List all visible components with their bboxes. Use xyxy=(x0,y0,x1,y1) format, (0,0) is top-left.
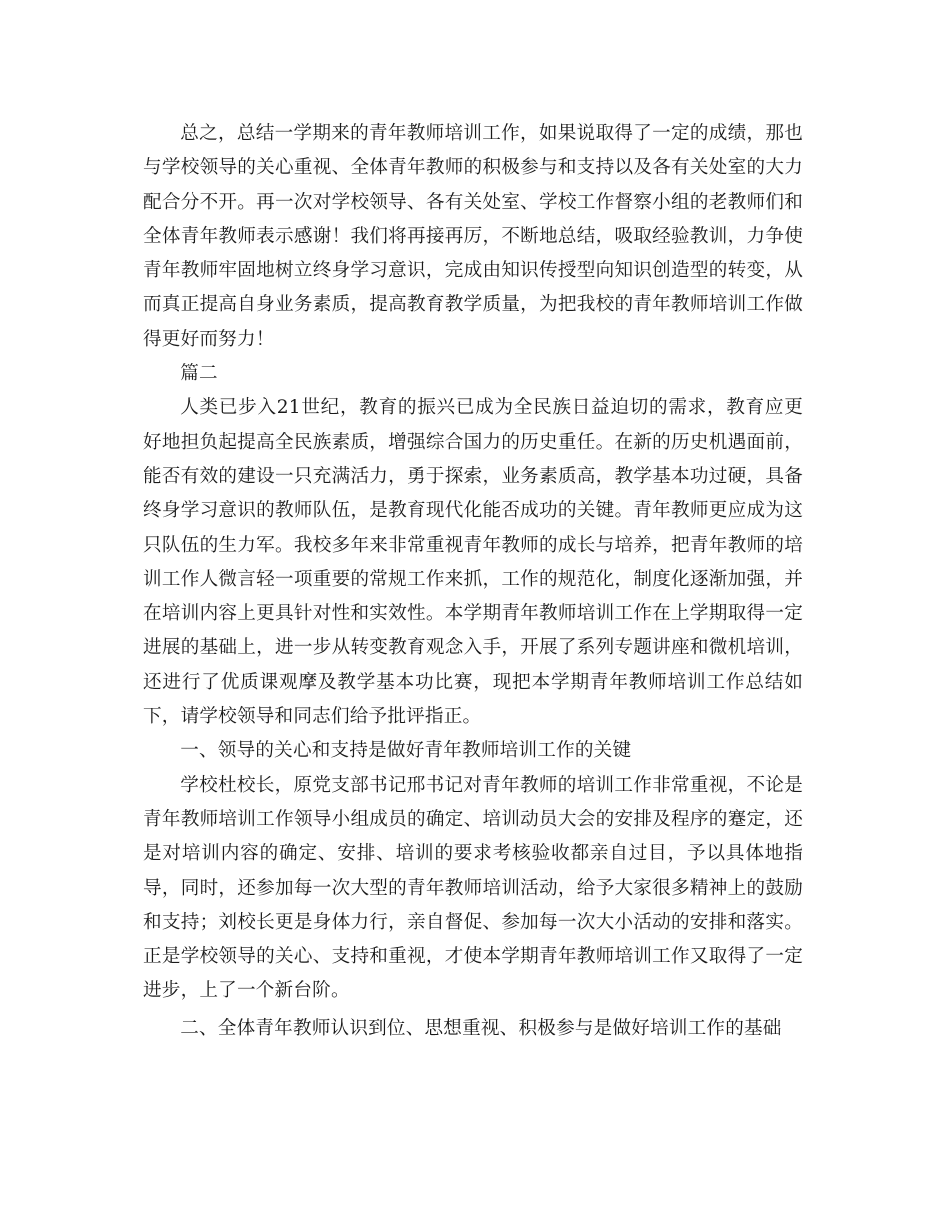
section-heading-part-two: 篇二 xyxy=(180,363,218,385)
paragraph-intro: 人类已步入21世纪，教育的振兴已成为全民族日益迫切的需求，教育应更好地担负起提高全民族素质，增强综合国力的历史重任。在新的历史机遇面前，能否有效的建设一只充满活力，勇于探索，业务素质高，教学基本功过硬，具备终身学习意识的教师队伍，是教育现代化能否成功的关键。青年教师更应成为这只队伍的生力军。我校多年来非常重视青年教师的成长与培养，把青年教师的培训工作人微言轻一项重要的常规工作来抓，工作的规范化，制度化逐渐加强，并在培训内容上更具针对性和实效性。本学期青年教师培训工作在上学期取得一定进展的基础上，进一步从转变教育观念入手，开展了系列专题讲座和微机培训，还进行了优质课观摩及教学基本功比赛，现把本学期青年教师培训工作总结如下，请学校领导和同志们给予批评指正。 xyxy=(143,397,803,728)
section-heading-two: 二、全体青年教师认识到位、思想重视、积极参与是做好培训工作的基础 xyxy=(180,1017,782,1039)
section-heading-one: 一、领导的关心和支持是做好青年教师培训工作的关键 xyxy=(180,740,632,762)
document-body xyxy=(143,117,803,1046)
paragraph-leadership: 学校杜校长，原党支部书记邢书记对青年教师的培训工作非常重视，不论是青年教师培训工作领导小组成员的确定、培训动员大会的安排及程序的蹇定，还是对培训内容的确定、安排、培训的要求考核验收都亲自过目，予以具体地指导，同时，还参加每一次大型的青年教师培训活动，给予大家很多精神上的鼓励和支持；刘校长更是身体力行，亲自督促、参加每一次大小活动的安排和落实。正是学校领导的关心、支持和重视，才使本学期青年教师培训工作又取得了一定进步，上了一个新台阶。 xyxy=(143,774,803,1002)
paragraph-summary: 总之，总结一学期来的青年教师培训工作，如果说取得了一定的成绩，那也与学校领导的关心重视、全体青年教师的积极参与和支持以及各有关处室的大力配合分不开。再一次对学校领导、各有关处室、学校工作督察小组的老教师们和全体青年教师表示感谢！我们将再接再厉，不断地总结，吸取经验教训，力争使青年教师牢固地树立终身学习意识，完成由知识传授型向知识创造型的转变，从而真正提高自身业务素质，提高教育教学质量，为把我校的青年教师培训工作做得更好而努力！ xyxy=(143,123,803,350)
